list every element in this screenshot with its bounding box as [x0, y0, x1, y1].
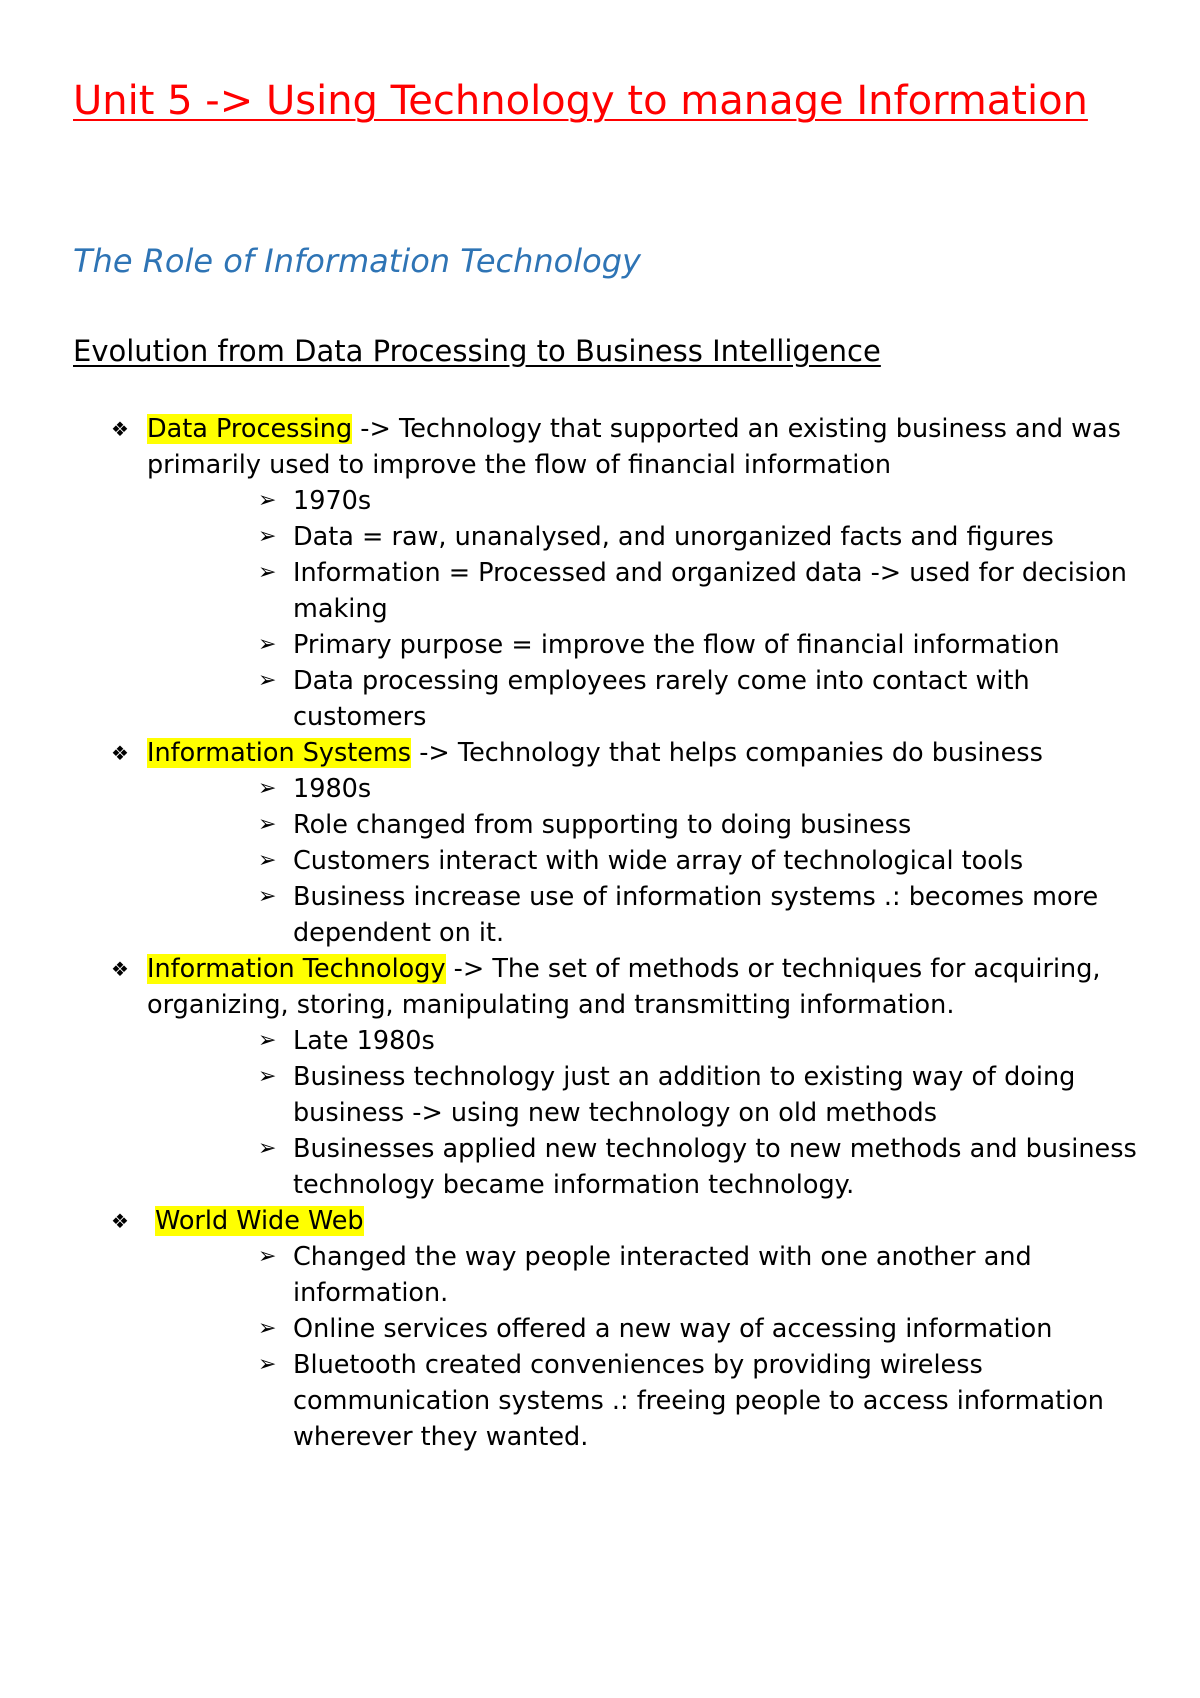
sub-bullet-text: Online services offered a new way of accessing information	[293, 1314, 1053, 1344]
sub-bullet-item	[0, 843, 1200, 879]
sub-bullet-text: Late 1980s	[293, 1026, 435, 1056]
sub-bullet-item	[0, 627, 1200, 663]
arrow-bullet-icon: ➢	[258, 488, 277, 513]
sub-bullet-item	[0, 519, 1200, 555]
bullet-item	[0, 735, 1200, 771]
arrow-bullet-icon: ➢	[258, 1136, 277, 1161]
arrow-bullet-icon: ➢	[258, 1352, 277, 1377]
bullet-item	[0, 411, 1200, 483]
arrow-bullet-icon: ➢	[258, 632, 277, 657]
sub-bullet-item	[0, 771, 1200, 807]
sub-bullet-item	[0, 807, 1200, 843]
sub-bullet-item	[0, 555, 1200, 627]
sub-bullet-text: Business increase use of information systems .: becomes more dependent on it.	[293, 882, 1099, 948]
highlighted-term: Information Systems	[147, 738, 412, 768]
arrow-bullet-icon: ➢	[258, 884, 277, 909]
sub-bullet-text: Businesses applied new technology to new methods and business technology became information technology.	[293, 1134, 1137, 1200]
highlighted-term: World Wide Web	[155, 1206, 364, 1236]
sub-bullet-item	[0, 1311, 1200, 1347]
arrow-bullet-icon: ➢	[258, 812, 277, 837]
arrow-bullet-icon: ➢	[258, 1316, 277, 1341]
arrow-bullet-icon: ➢	[258, 776, 277, 801]
sub-bullet-item	[0, 1239, 1200, 1311]
sub-bullet-text: Data processing employees rarely come into contact with customers	[293, 666, 1030, 732]
section-heading: Evolution from Data Processing to Business Intelligence	[73, 334, 881, 368]
sub-bullet-item	[0, 483, 1200, 519]
sub-bullet-item	[0, 1023, 1200, 1059]
arrow-bullet-icon: ➢	[258, 1244, 277, 1269]
highlighted-term: Data Processing	[147, 414, 353, 444]
bullet-text: -> Technology that helps companies do business	[411, 738, 1043, 768]
sub-bullet-text: Bluetooth created conveniences by providing wireless communication systems .: freeing people to access information wherever they wanted.	[293, 1350, 1104, 1452]
highlighted-term: Information Technology	[147, 954, 446, 984]
bullet-text: -> The set of methods or techniques for acquiring, organizing, storing, manipulating and transmitting information.	[147, 954, 1101, 1020]
bullet-text: -> Technology that supported an existing business and was primarily used to improve the flow of financial information	[147, 414, 1121, 480]
diamond-bullet-icon: ❖	[111, 1209, 129, 1233]
diamond-bullet-icon: ❖	[111, 741, 129, 765]
arrow-bullet-icon: ➢	[258, 848, 277, 873]
arrow-bullet-icon: ➢	[258, 560, 277, 585]
bullet-item	[0, 1203, 1200, 1239]
arrow-bullet-icon: ➢	[258, 1064, 277, 1089]
sub-bullet-item	[0, 1059, 1200, 1131]
page-title: Unit 5 -> Using Technology to manage Information	[73, 78, 1088, 124]
sub-bullet-text: 1980s	[293, 774, 372, 804]
sub-bullet-text: Information = Processed and organized data -> used for decision making	[293, 558, 1127, 624]
sub-bullet-text: 1970s	[293, 486, 372, 516]
sub-bullet-text: Customers interact with wide array of technological tools	[293, 846, 1024, 876]
diamond-bullet-icon: ❖	[111, 417, 129, 441]
arrow-bullet-icon: ➢	[258, 668, 277, 693]
bullet-list	[0, 411, 1200, 1455]
sub-bullet-item	[0, 1131, 1200, 1203]
sub-bullet-item	[0, 879, 1200, 951]
sub-bullet-item	[0, 1347, 1200, 1455]
diamond-bullet-icon: ❖	[111, 957, 129, 981]
sub-bullet-item	[0, 663, 1200, 735]
sub-bullet-text: Business technology just an addition to existing way of doing business -> using new technology on old methods	[293, 1062, 1076, 1128]
sub-bullet-text: Role changed from supporting to doing business	[293, 810, 912, 840]
bullet-item	[0, 951, 1200, 1023]
sub-bullet-text: Data = raw, unanalysed, and unorganized facts and figures	[293, 522, 1054, 552]
sub-bullet-text: Primary purpose = improve the flow of financial information	[293, 630, 1060, 660]
sub-bullet-text: Changed the way people interacted with one another and information.	[293, 1242, 1032, 1308]
arrow-bullet-icon: ➢	[258, 1028, 277, 1053]
page-subtitle: The Role of Information Technology	[73, 242, 641, 280]
arrow-bullet-icon: ➢	[258, 524, 277, 549]
